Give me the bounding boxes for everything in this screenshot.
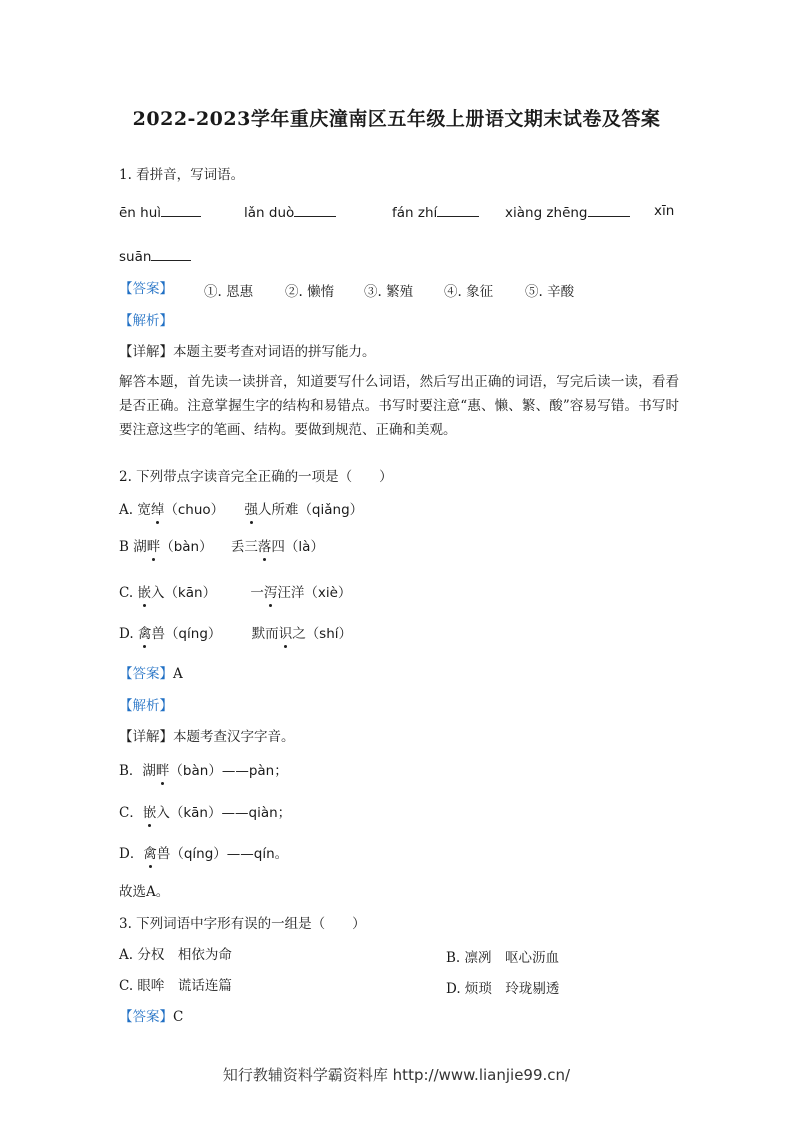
q1-analysis-label: 【解析】 [119,313,173,329]
q2-conclusion: 故选A。 [119,884,170,900]
q2-answer-row: 【答案】A [119,666,183,682]
q1-item-1: ēn huì [119,202,201,222]
q2-explain-c: C．嵌入（kān）——qiàn； [119,805,292,821]
q3-option-a: A. 分权 相依为命 [119,947,232,963]
q2-stem: 2. 下列带点字读音完全正确的一项是（ ） [119,469,393,485]
q2-analysis-label: 【解析】 [119,698,173,714]
q3-option-d: D. 烦琐 玲珑剔透 [446,981,560,997]
q2-option-d: D. 禽兽（qíng） 默而识之（shí） [119,626,353,642]
q1-answer-4: ④. 象征 [444,284,494,300]
q2-detail: 【详解】本题考查汉字字音。 [119,729,295,745]
q1-item-4: xiàng zhēng [505,202,630,222]
q1-answer-5: ⑤. 辛酸 [525,284,575,300]
q2-option-a: A. 宽绰（chuo） 强人所难（qiǎng） [119,502,364,518]
q1-item-5: xīn [654,203,675,219]
q1-answer-row [119,280,173,298]
q1-stem: 1. 看拼音，写词语。 [119,167,245,183]
q1-answer-2: ②. 懒惰 [285,284,335,300]
q1-item-3: fán zhí [392,202,479,222]
q1-item-2: lǎn duò [244,202,336,222]
q1-item-5-cont: suān [119,246,191,266]
q3-option-c: C. 眼哞 谎话连篇 [119,978,232,994]
q3-answer-row: 【答案】C [119,1009,184,1025]
q2-explain-b: B．湖畔（bàn）——pàn； [119,763,288,779]
q2-option-c: C. 嵌入（kān） 一泻汪洋（xiè） [119,585,352,601]
q1-answer-1: ①. 恩惠 [204,284,254,300]
footer-watermark: 知行教辅资料学霸资料库 http://www.lianjie99.cn/ [222,1066,571,1084]
answer-label: 【答案】 [119,281,173,297]
q3-stem: 3. 下列词语中字形有误的一组是（ ） [119,916,366,932]
q1-detail: 【详解】本题主要考查对词语的拼写能力。 [119,344,376,360]
q1-explanation: 解答本题，首先读一读拼音，知道要写什么词语，然后写出正确的词语，写完后读一读，看看是否正确。注意掌握生字的结构和易错点。书写时要注意“惠、懒、繁、酸”容易写错。书写时要注意这些字的笔画、结构。要做到规范、正确和美观。 [119,374,679,438]
q1-answer-3: ③. 繁殖 [364,284,414,300]
q2-explain-d: D．禽兽（qíng）——qín。 [119,846,289,862]
q2-option-b: B 湖畔（bàn） 丢三落四（là） [119,539,324,555]
page-title: 2022-2023学年重庆潼南区五年级上册语文期末试卷及答案 [132,108,661,130]
q3-option-b: B. 凛冽 呕心沥血 [446,950,560,966]
